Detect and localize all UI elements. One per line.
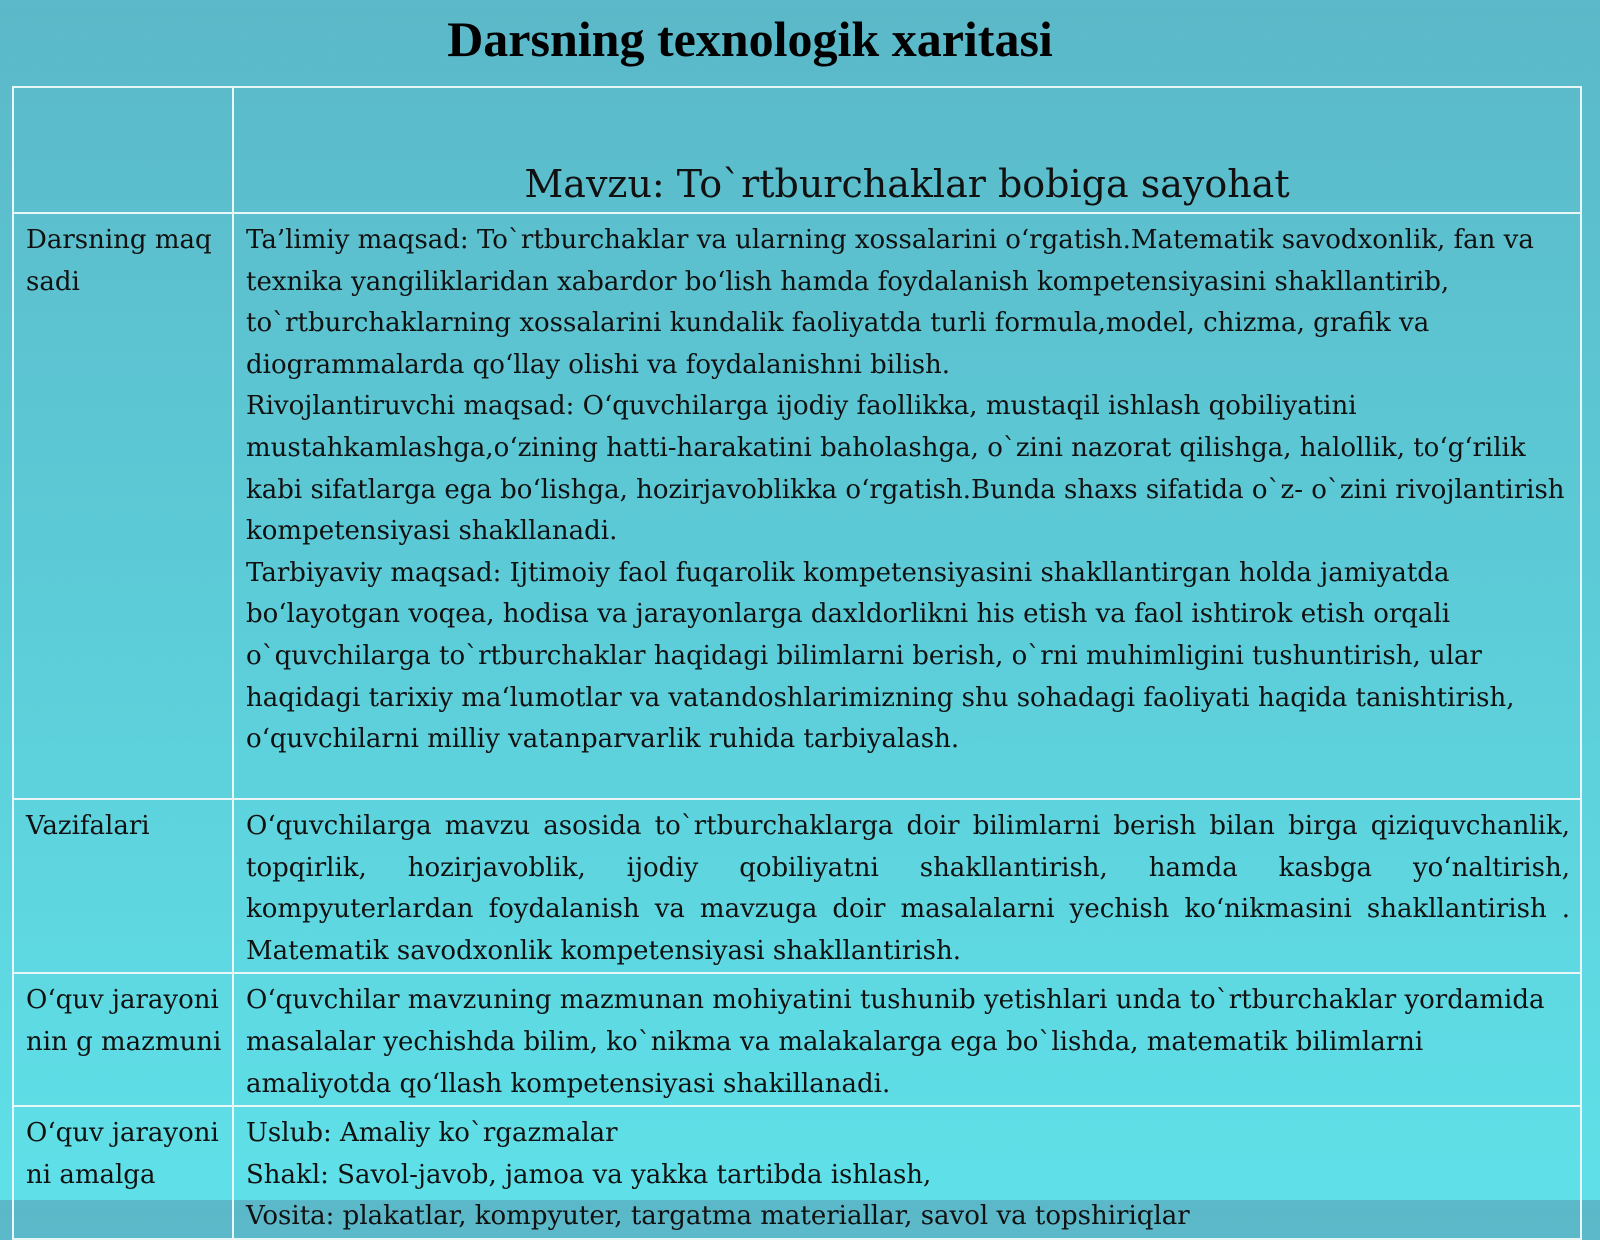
page-title: Darsning texnologik xaritasi xyxy=(447,11,1053,67)
paragraph-educational-goal: Ta’limiy maqsad: To`rtburchaklar va ularning xossalarini o‘rgatish.Matematik savodxonlik, fan va texnika yangiliklaridan xabardor bo‘lish hamda foydalanish kompetensiyasini shakllantirib, to`rtburchaklarning xossalarini kundalik faoliyatda turli formula,model, chizma, grafik va diogrammalarda qo‘llay olishi va foydalanishni bilish. xyxy=(246,225,1534,380)
row-label: Vazifalari xyxy=(13,799,233,973)
paragraph-upbringing-goal: Tarbiyaviy maqsad: Ijtimoiy faol fuqarolik kompetensiyasini shakllantirgan holda jamiyatda bo‘layotgan voqea, hodisa va jarayonlarga daxldorlikni his etish va faol ishtirok etish orqali o`quvchilarga to`rtburchaklar haqidagi bilimlarni berish, o`rni muhimligini tushuntirish, ular haqidagi tarixiy ma‘lumotlar va vatandoshlarimizning shu sohadagi faoliyati haqida tanishtirish, o‘quvchilarni milliy vatanparvarlik ruhida tarbiyalash. xyxy=(246,557,1515,755)
row-content xyxy=(233,973,1581,1106)
row-label: O‘quv jarayonini amalga xyxy=(13,1106,233,1239)
row-label: Darsning maqsadi xyxy=(13,213,233,799)
row-content xyxy=(233,799,1581,973)
table-row-process-content xyxy=(13,973,1581,1106)
table-row-process-implementation xyxy=(13,1106,1581,1239)
table-row-lesson-goal xyxy=(13,213,1581,799)
paragraph-developmental-goal: Rivojlantiruvchi maqsad: O‘quvchilarga ijodiy faollikka, mustaqil ishlash qobiliyatini mustahkamlashga,o‘zining hatti-harakatini baholashga, o`zini nazorat qilishga, halollik, to‘g‘rilik kabi sifatlarga ega bo‘lishga, hozirjavoblikka o‘rgatish.Bunda shaxs sifatida o`z- o`zini rivojlantirish kompetensiyasi shakllanadi. xyxy=(246,391,1565,547)
row-content xyxy=(233,1106,1581,1239)
paragraph-form: Shakl: Savol-javob, jamoa va yakka tartibda ishlash, xyxy=(246,1159,932,1190)
table-header-row xyxy=(13,87,1581,213)
lesson-plan-table xyxy=(12,86,1582,1240)
paragraph-tools: Vosita: plakatlar, kompyuter, targatma materiallar, savol va topshiriqlar xyxy=(246,1201,1190,1232)
paragraph-tasks: O‘quvchilarga mavzu asosida to`rtburchaklarga doir bilimlarni berish bilan birga qiziquvchanlik, topqirlik, hozirjavoblik, ijodiy qobiliyatni shakllantirish, hamda kasbga yo‘naltirish, kompyuterlardan foydalanish va mavzuga doir masalalarni yechish ko‘nikmasini shakllantirish . Matematik savodxonlik kompetensiyasi shakllantirish. xyxy=(246,811,1570,966)
paragraph-method: Uslub: Amaliy ko`rgazmalar xyxy=(246,1118,618,1149)
header-empty-cell xyxy=(13,87,233,213)
paragraph-process-content: O‘quvchilar mavzuning mazmunan mohiyatini tushunib yetishlari unda to`rtburchaklar yordamida masalalar yechishda bilim, ko`nikma va malakalarga ega bo`lishda, matematik bilimlarni amaliyotda qo‘llash kompetensiyasi shakillanadi. xyxy=(246,985,1545,1099)
row-label: O‘quv jarayoninin g mazmuni xyxy=(13,973,233,1106)
row-content xyxy=(233,213,1581,799)
topic-text: Mavzu: To`rtburchaklar bobiga sayohat xyxy=(524,162,1290,206)
table-row-tasks xyxy=(13,799,1581,973)
topic-cell xyxy=(233,87,1581,213)
